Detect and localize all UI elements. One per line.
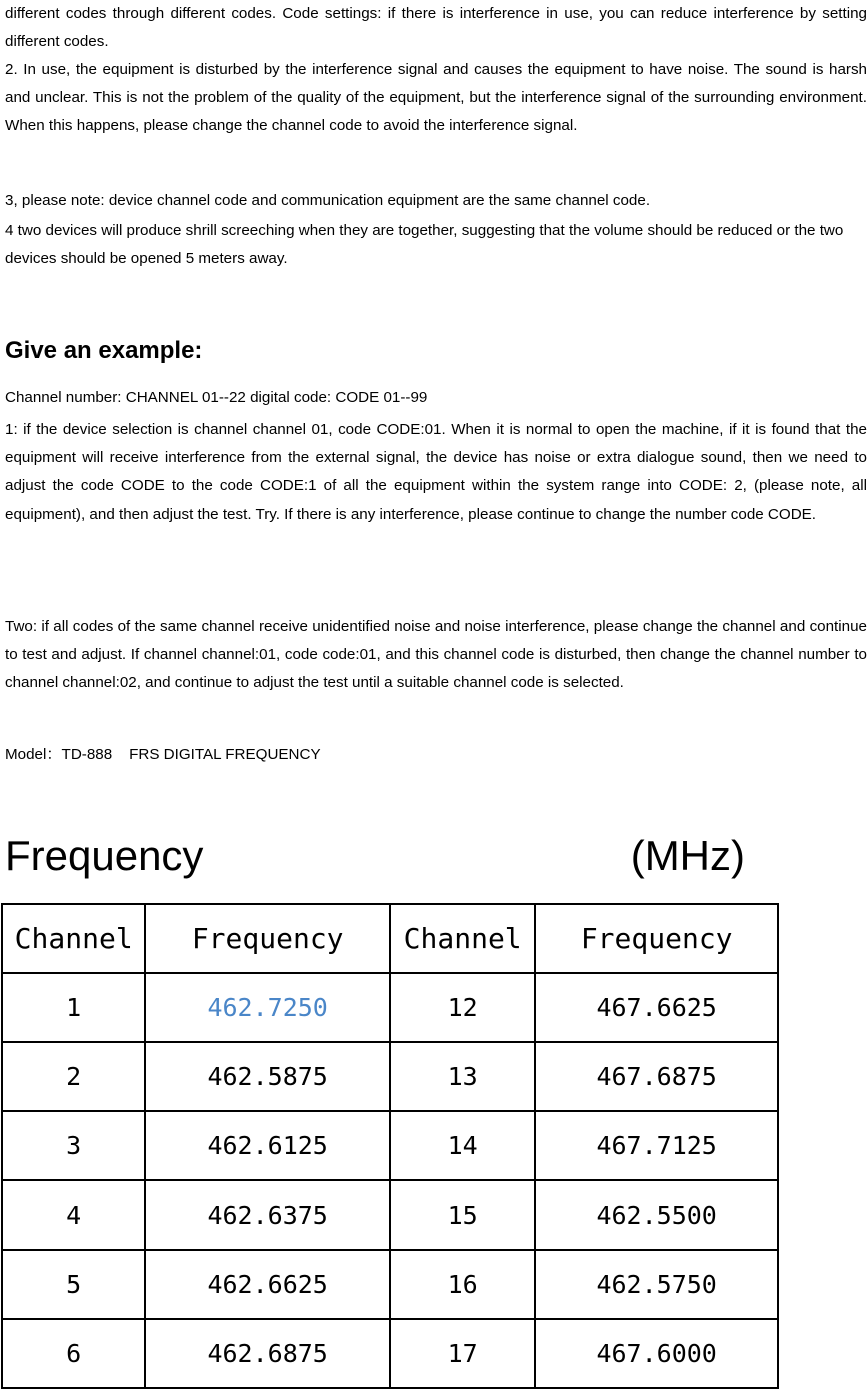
header-channel-2: Channel <box>390 904 535 973</box>
example-channel-range: Channel number: CHANNEL 01--22 digital code: CODE 01--99 <box>5 389 428 406</box>
frequency-cell: 462.6125 <box>145 1111 390 1180</box>
channel-cell: 17 <box>390 1319 535 1388</box>
intro-paragraph-3: 3, please note: device channel code and communication equipment are the same channel code. <box>5 192 651 209</box>
table-row <box>2 1319 778 1388</box>
frequency-table <box>1 903 779 1389</box>
table-row <box>2 973 778 1042</box>
header-channel-1: Channel <box>2 904 145 973</box>
frequency-cell: 462.5750 <box>535 1250 778 1319</box>
frequency-cell: 462.5500 <box>535 1180 778 1249</box>
channel-cell: 14 <box>390 1111 535 1180</box>
model-line: Model：TD-888 FRS DIGITAL FREQUENCY <box>5 746 321 763</box>
table-row <box>2 1180 778 1249</box>
channel-cell: 12 <box>390 973 535 1042</box>
frequency-cell: 467.6000 <box>535 1319 778 1388</box>
frequency-cell: 462.6625 <box>145 1250 390 1319</box>
frequency-cell: 462.6875 <box>145 1319 390 1388</box>
frequency-cell-highlighted: 462.7250 <box>145 973 390 1042</box>
example-heading: Give an example: <box>5 337 203 364</box>
channel-cell: 2 <box>2 1042 145 1111</box>
frequency-cell: 462.5875 <box>145 1042 390 1111</box>
header-frequency-2: Frequency <box>535 904 778 973</box>
frequency-cell: 467.6875 <box>535 1042 778 1111</box>
table-row <box>2 1250 778 1319</box>
channel-cell: 5 <box>2 1250 145 1319</box>
frequency-cell: 467.7125 <box>535 1111 778 1180</box>
frequency-title <box>5 828 745 884</box>
channel-cell: 3 <box>2 1111 145 1180</box>
header-frequency-1: Frequency <box>145 904 390 973</box>
frequency-cell: 462.6375 <box>145 1180 390 1249</box>
channel-cell: 13 <box>390 1042 535 1111</box>
intro-paragraph-4: 4 two devices will produce shrill screeching when they are together, suggesting that the volume should be reduced or the two devices should be opened 5 meters away. <box>5 222 844 268</box>
channel-cell: 16 <box>390 1250 535 1319</box>
frequency-cell: 467.6625 <box>535 973 778 1042</box>
table-row <box>2 1111 778 1180</box>
channel-cell: 1 <box>2 973 145 1042</box>
intro-paragraph-1: different codes through different codes. Code settings: if there is interference in use, you can reduce interference by setting different codes. <box>5 5 867 51</box>
channel-cell: 4 <box>2 1180 145 1249</box>
intro-paragraph-2: 2. In use, the equipment is disturbed by the interference signal and causes the equipment to have noise. The sound is harsh and unclear. This is not the problem of the quality of the equipment, but the interference signal of the surrounding environment. When this happens, please change the channel code to avoid the interference signal. <box>5 61 867 135</box>
example-paragraph-2: Two: if all codes of the same channel receive unidentified noise and noise interference, please change the channel and continue to test and adjust. If channel channel:01, code code:01, and this channel code is disturbed, then change the channel number to channel channel:02, and continue to adjust the test until a suitable channel code is selected. <box>5 618 867 692</box>
channel-cell: 15 <box>390 1180 535 1249</box>
table-header-row <box>2 904 778 973</box>
example-paragraph-1: 1: if the device selection is channel channel 01, code CODE:01. When it is normal to open the machine, if it is found that the equipment will receive interference from the external signal, the device has noise or extra dialogue sound, then we need to adjust the code CODE to the code CODE:1 of all the equipment within the system range into CODE: 2, (please note, all equipment), and then adjust the test. Try. If there is any interference, please continue to change the number code CODE. <box>5 421 867 523</box>
channel-cell: 6 <box>2 1319 145 1388</box>
frequency-title-label: Frequency <box>5 832 204 879</box>
frequency-unit: (MHz) <box>630 832 745 879</box>
table-row <box>2 1042 778 1111</box>
